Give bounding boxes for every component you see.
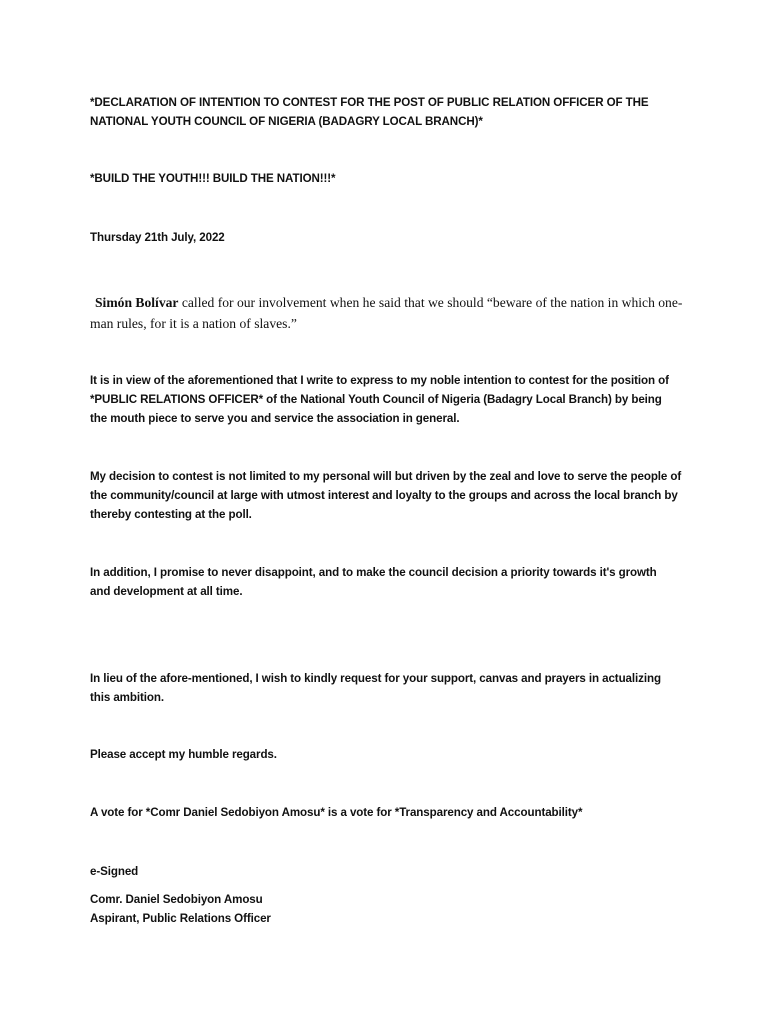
signature-label: e-Signed [90,865,139,878]
declaration-title: *DECLARATION OF INTENTION TO CONTEST FOR THE POST OF PUBLIC RELATION OFFICER OF THE NATIONAL YOUTH COUNCIL OF NIGERIA (BADAGRY LOCAL BRANCH)* [90,96,649,128]
quote-author: Simón Bolívar [95,295,179,310]
decision-paragraph: My decision to contest is not limited to my personal will but driven by the zeal and love to serve the people of the community/council at large with utmost interest and loyalty to the groups and across the local branch by thereby contesting at the poll. [90,470,682,521]
signatory-role: Aspirant, Public Relations Officer [90,912,271,925]
opening-quote [90,292,690,334]
slogan: *BUILD THE YOUTH!!! BUILD THE NATION!!!* [90,172,336,185]
signatory-name: Comr. Daniel Sedobiyon Amosu [90,893,263,906]
request-paragraph: In lieu of the afore-mentioned, I wish to kindly request for your support, canvas and prayers in actualizing this ambition. [90,672,661,704]
quote-text: called for our involvement when he said that we should “beware of the nation in which one-man rules, for it is a nation of slaves.” [90,295,683,331]
regards-line: Please accept my humble regards. [90,748,277,761]
vote-line: A vote for *Comr Daniel Sedobiyon Amosu* is a vote for *Transparency and Accountability* [90,806,583,819]
intention-paragraph: It is in view of the aforementioned that I write to express to my noble intention to contest for the position of *PUBLIC RELATIONS OFFICER* of the National Youth Council of Nigeria (Badagry Local Branch) by being the mouth piece to serve you and service the association in general. [90,374,669,425]
letter-date: Thursday 21th July, 2022 [90,231,225,244]
promise-paragraph: In addition, I promise to never disappoint, and to make the council decision a priority towards it's growth and development at all time. [90,566,657,598]
